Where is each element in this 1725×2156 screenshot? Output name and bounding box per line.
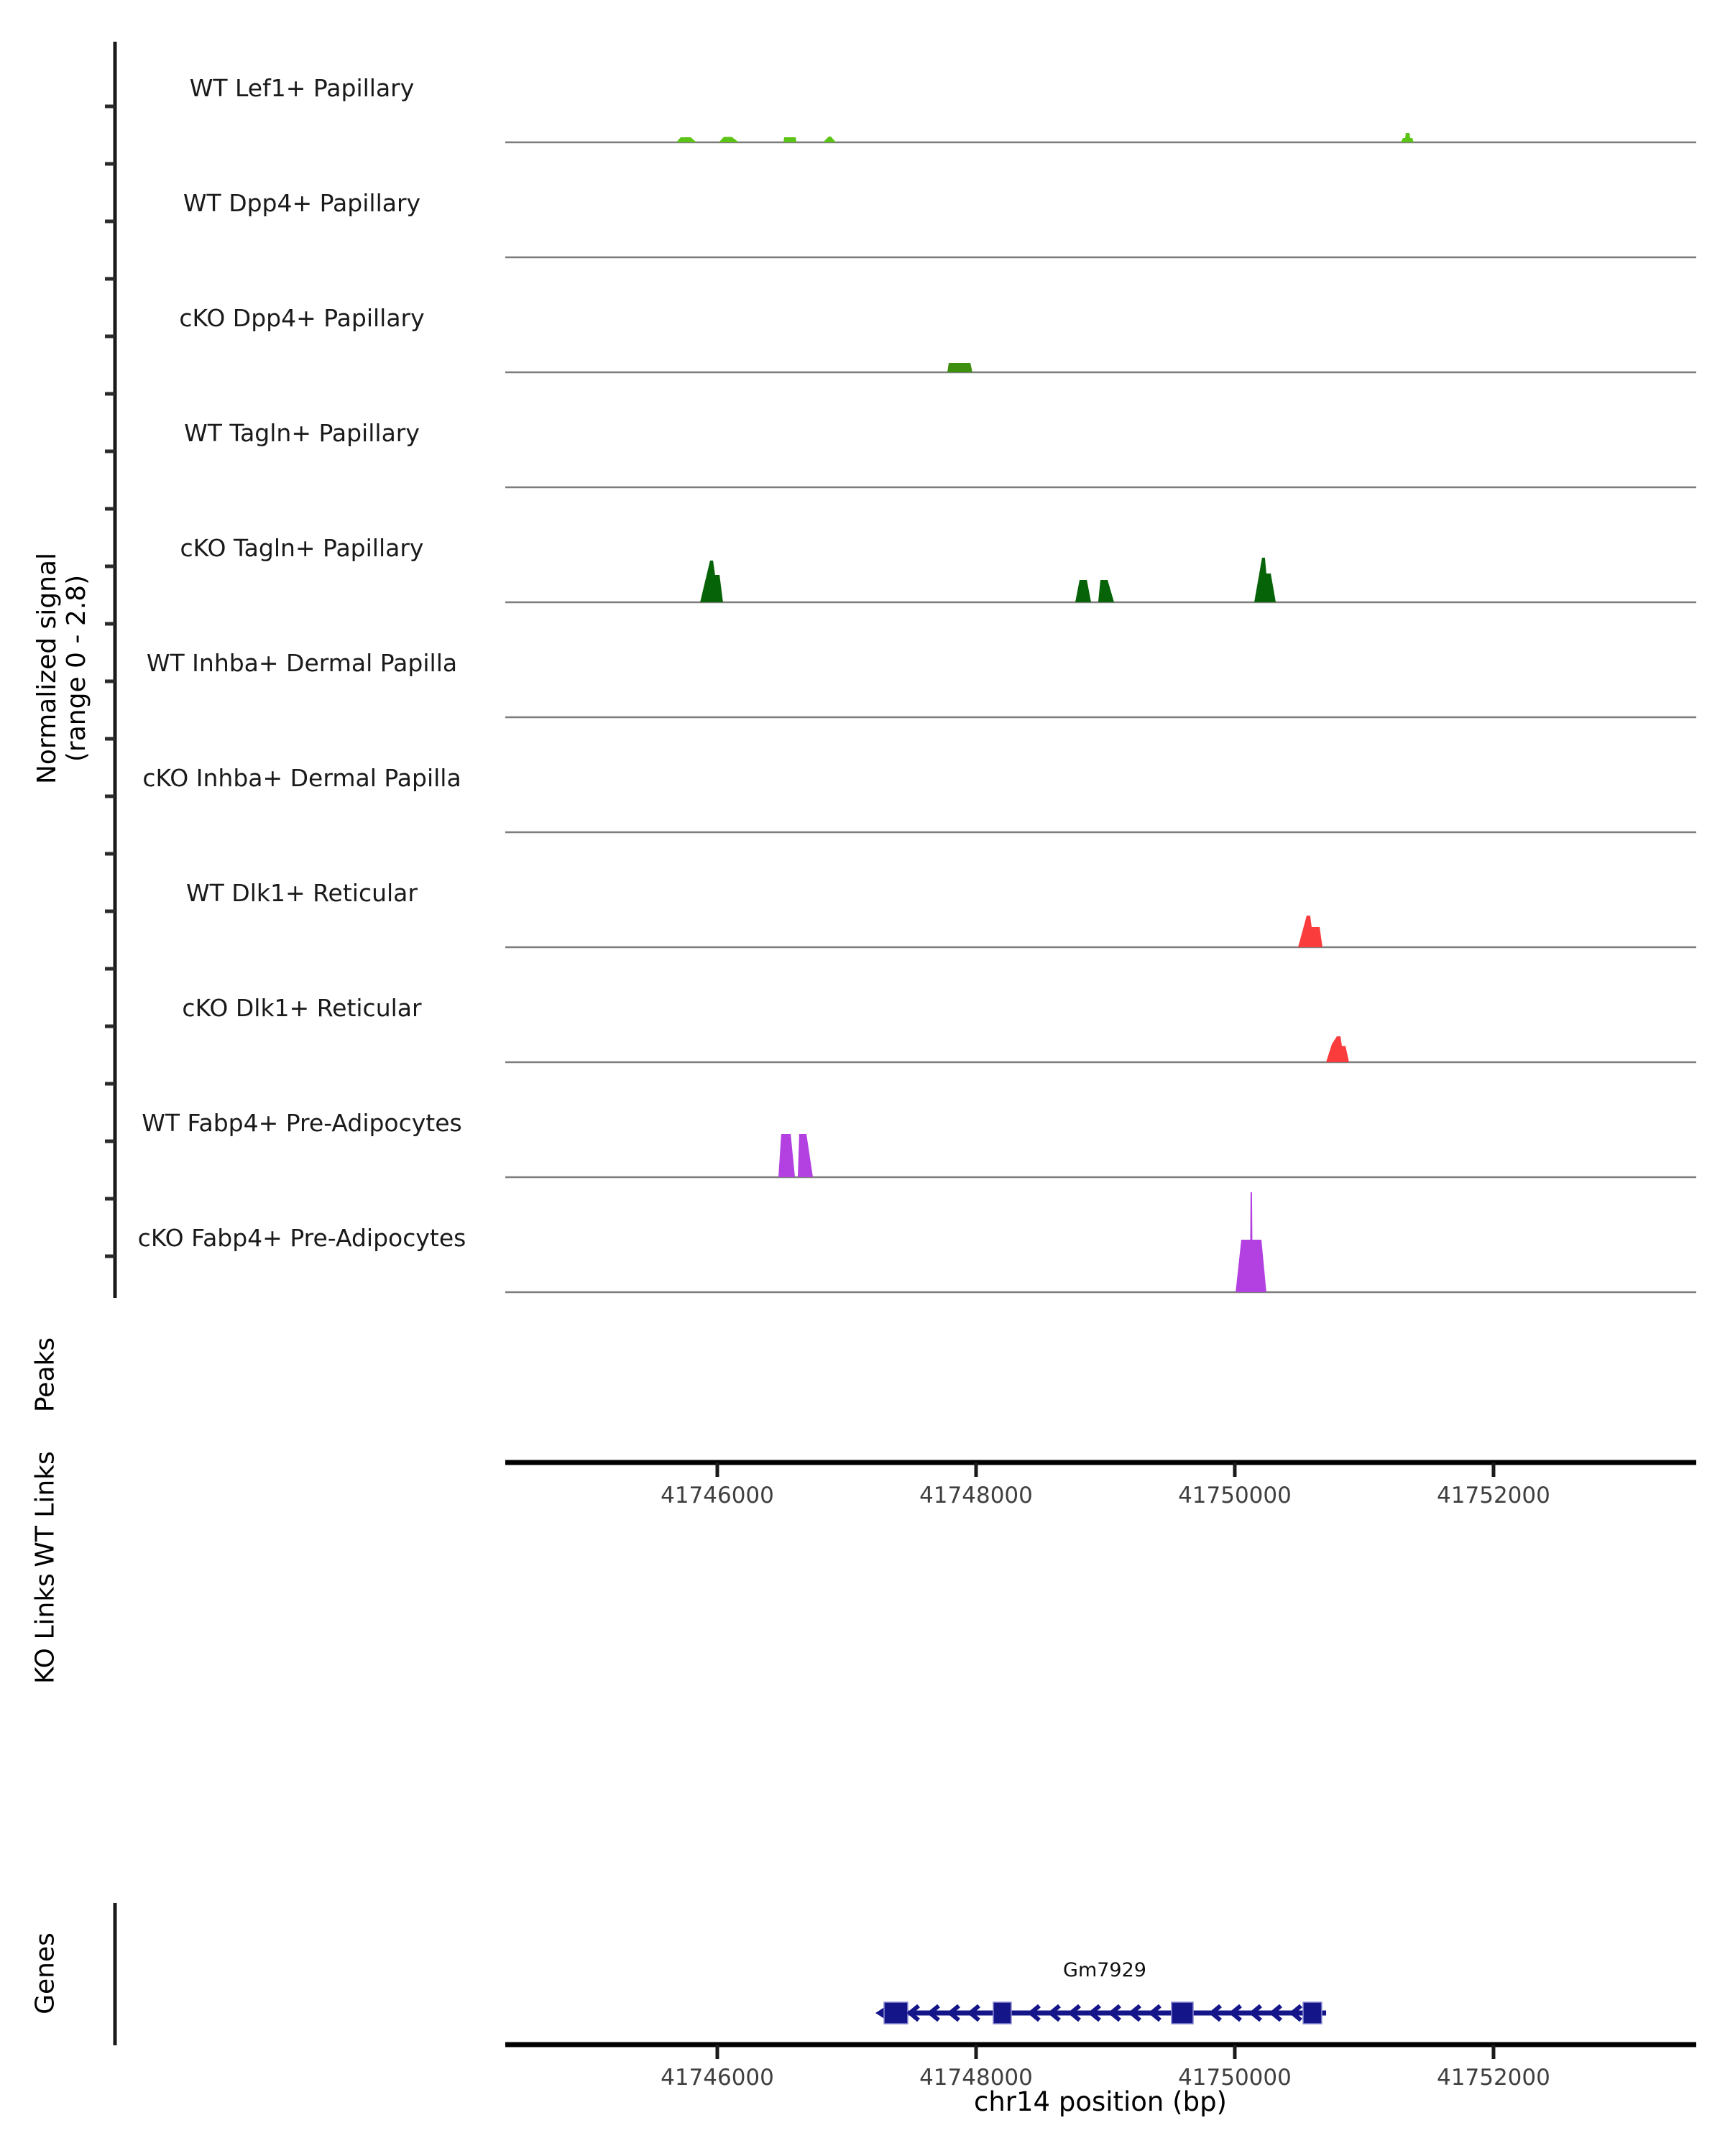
gene-exon — [1303, 2002, 1322, 2024]
peaks-axis-tick-label: 41750000 — [1178, 1483, 1292, 1508]
gene-exon — [1172, 2002, 1193, 2024]
track-label: cKO Dlk1+ Reticular — [182, 994, 422, 1022]
signal-peak — [783, 137, 796, 142]
position-axis-tick-label: 41750000 — [1178, 2065, 1292, 2091]
signal-peak — [1401, 133, 1414, 142]
signal-peak — [947, 363, 972, 372]
signal-peak — [1326, 1036, 1349, 1062]
position-axis-tick-label: 41752000 — [1437, 2065, 1550, 2091]
gene-exon — [884, 2002, 908, 2024]
peaks-axis-tick-label: 41752000 — [1437, 1483, 1550, 1508]
signal-peak — [1075, 580, 1091, 602]
signal-peak — [1098, 580, 1114, 602]
signal-peak — [1250, 1192, 1253, 1292]
signal-peak — [823, 137, 836, 142]
peaks-axis-tick-label: 41748000 — [919, 1483, 1033, 1508]
signal-axis-label-line2: (range 0 - 2.8) — [62, 574, 91, 763]
track-label: WT Dpp4+ Papillary — [183, 189, 421, 217]
signal-peak — [778, 1134, 795, 1177]
section-label-wt-links: WT Links — [30, 1451, 60, 1567]
track-label: WT Tagln+ Papillary — [184, 419, 420, 447]
x-axis-title: chr14 position (bp) — [973, 2086, 1227, 2117]
signal-peak — [1254, 558, 1276, 602]
position-axis-tick-label: 41748000 — [919, 2065, 1033, 2091]
track-label: cKO Tagln+ Papillary — [180, 534, 424, 562]
track-label: WT Lef1+ Papillary — [189, 74, 415, 102]
signal-axis-label — [32, 553, 91, 784]
signal-peak — [676, 137, 696, 142]
section-label-genes: Genes — [30, 1932, 60, 2014]
signal-peak — [700, 561, 723, 602]
track-label: cKO Fabp4+ Pre-Adipocytes — [137, 1224, 466, 1252]
track-label: WT Inhba+ Dermal Papilla — [146, 649, 458, 677]
track-label: cKO Dpp4+ Papillary — [179, 304, 425, 332]
position-axis-tick-label: 41746000 — [661, 2065, 774, 2091]
signal-peak — [798, 1134, 813, 1177]
signal-peak — [719, 137, 739, 143]
gene-exon — [993, 2002, 1011, 2024]
signal-axis-label-line1: Normalized signal — [32, 552, 62, 785]
track-label: cKO Inhba+ Dermal Papilla — [142, 764, 461, 792]
track-label: WT Fabp4+ Pre-Adipocytes — [142, 1109, 462, 1137]
gene-name-label: Gm7929 — [1063, 1959, 1146, 1981]
section-label-ko-links: KO Links — [30, 1573, 60, 1684]
signal-peak — [1298, 916, 1322, 947]
track-label: WT Dlk1+ Reticular — [186, 879, 418, 907]
section-label-peaks: Peaks — [30, 1337, 60, 1413]
peaks-axis-tick-label: 41746000 — [661, 1483, 774, 1508]
